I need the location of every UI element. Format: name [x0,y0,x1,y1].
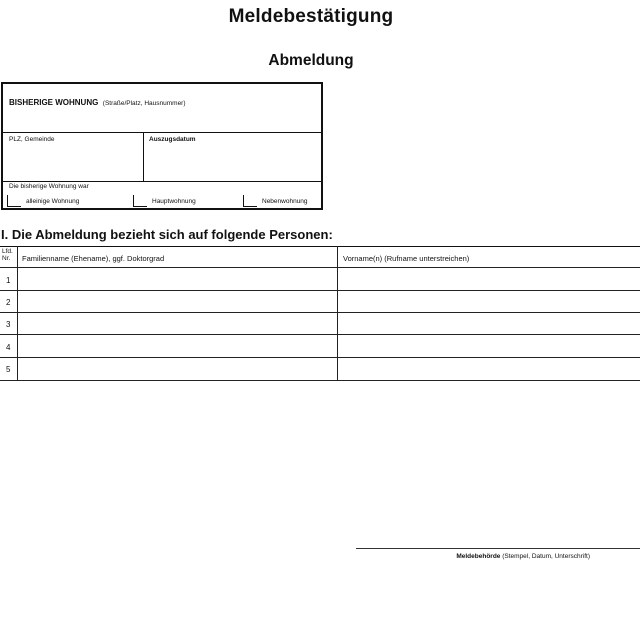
surname-field-row-4[interactable] [18,335,336,356]
firstname-field-row-4[interactable] [338,335,640,356]
table-row-number: 5 [6,365,11,374]
page-subtitle: Abmeldung [268,52,354,69]
previous-address-field[interactable] [3,84,321,133]
table-row-number: 3 [6,320,11,329]
page-title: Meldebestätigung [228,6,394,27]
surname-field-row-1[interactable] [18,268,336,289]
signature-line[interactable] [356,548,640,549]
surname-field-row-3[interactable] [18,313,336,333]
table-row-number: 1 [6,276,11,285]
col-firstname-header: Vorname(n) (Rufname unterstreichen) [343,254,470,263]
firstname-field-row-3[interactable] [338,313,640,333]
option-neben-label: Nebenwohnung [262,198,308,205]
option-neben-checkbox[interactable] [243,195,257,207]
moveout-date-field[interactable] [144,132,321,181]
firstname-field-row-2[interactable] [338,291,640,311]
previous-address-label: BISHERIGE WOHNUNG [9,98,99,107]
persons-table [0,246,640,381]
firstname-field-row-1[interactable] [338,268,640,289]
surname-field-row-5[interactable] [18,358,336,379]
col-surname-header: Familienname (Ehename), ggf. Doktorgrad [22,254,165,263]
authority-hint: (Stempel, Datum, Unterschrift) [502,553,590,560]
firstname-field-row-5[interactable] [338,358,640,379]
previous-address-hint: (Straße/Platz, Hausnummer) [102,100,186,107]
address-box [1,82,323,210]
residence-type-label: Die bisherige Wohnung war [9,183,89,190]
option-haupt-label: Hauptwohnung [152,198,196,205]
authority-label: Meldebehörde [456,553,501,560]
option-haupt-checkbox[interactable] [133,195,147,207]
persons-heading: I. Die Abmeldung bezieht sich auf folgende Personen: [1,227,333,242]
postal-label: PLZ, Gemeinde [9,136,55,143]
table-top-border [0,246,640,247]
residence-type-options [7,192,317,208]
postal-field[interactable] [3,132,142,181]
option-alleinige-label: alleinige Wohnung [26,198,80,205]
postal-date-row [3,132,321,182]
table-row-number: 2 [6,298,11,307]
option-alleinige-checkbox[interactable] [7,195,21,207]
signature-caption [356,553,590,560]
moveout-date-label: Auszugsdatum [149,136,196,143]
col-nr-header: Lfd. Nr. [2,248,13,262]
surname-field-row-2[interactable] [18,291,336,311]
table-row-number: 4 [6,343,11,352]
